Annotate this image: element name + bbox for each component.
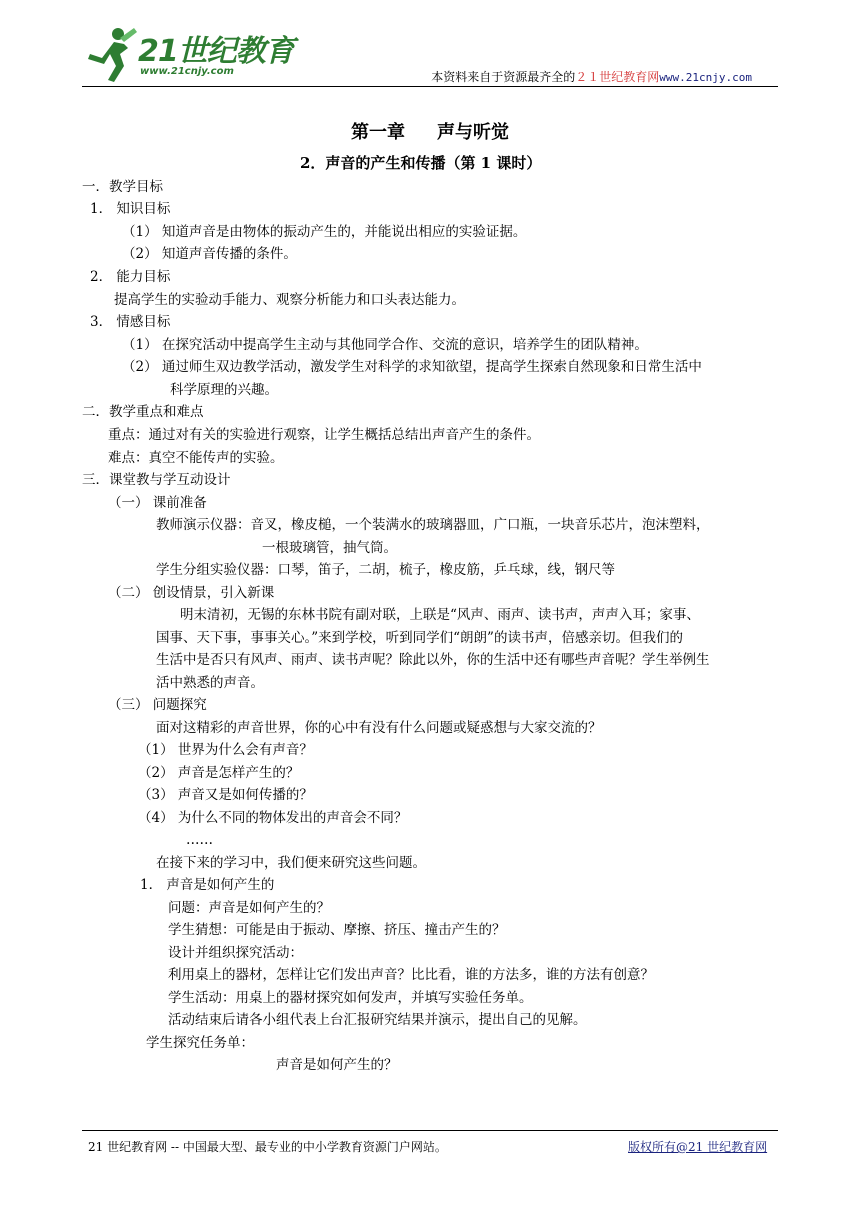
body-line: 学生探究任务单： xyxy=(146,1035,254,1051)
body-line: 在接下来的学习中，我们便来研究这些问题。 xyxy=(156,855,426,871)
body-line: 利用桌上的器材，怎样让它们发出声音？比比看，谁的方法多，谁的方法有创意？ xyxy=(168,967,654,983)
body-line: （三） 问题探究 xyxy=(108,697,207,713)
body-line: 科学原理的兴趣。 xyxy=(170,382,278,398)
body-line: 活动结束后请各小组代表上台汇报研究结果并演示，提出自己的见解。 xyxy=(168,1012,587,1028)
header-note-url[interactable]: www.21cnjy.com xyxy=(659,71,752,84)
body-line: 学生活动：用桌上的器材探究如何发声，并填写实验任务单。 xyxy=(168,990,533,1006)
body-line: （2） 知道声音传播的条件。 xyxy=(122,246,297,262)
body-line: 国事、天下事，事事关心。”来到学校，听到同学们“朗朗”的读书声，倍感亲切。但我们的 xyxy=(156,630,683,646)
body-line: 教师演示仪器：音叉，橡皮槌，一个装满水的玻璃器皿，广口瓶，一块音乐芯片，泡沫塑料， xyxy=(156,517,710,533)
body-line: 问题：声音是如何产生的？ xyxy=(168,900,330,916)
footer-site-note: 21 世纪教育网 -- 中国最大型、最专业的中小学教育资源门户网站。 xyxy=(88,1140,447,1154)
body-line: 1． 知识目标 xyxy=(90,201,171,217)
body-line: 生活中是否只有风声、雨声、读书声呢？除此以外，你的生活中还有哪些声音呢？学生举例生 xyxy=(156,652,710,668)
body-line: 3． 情感目标 xyxy=(90,314,171,330)
runner-logo-icon xyxy=(80,24,140,84)
header-note xyxy=(431,68,752,85)
body-line: 2． 能力目标 xyxy=(90,269,171,285)
body-line: 学生猜想：可能是由于振动、摩擦、挤压、撞击产生的？ xyxy=(168,922,506,938)
body-line: 1． 声音是如何产生的 xyxy=(140,877,275,893)
lesson-title: 2．声音的产生和传播（第 1 课时） xyxy=(300,154,542,172)
header-note-highlight: ２１世纪教育网 xyxy=(575,70,660,84)
body-line: 设计并组织探究活动： xyxy=(168,945,303,961)
body-line: 重点：通过对有关的实验进行观察，让学生概括总结出声音产生的条件。 xyxy=(108,427,540,443)
body-line: （2） 通过师生双边教学活动，激发学生对科学的求知欲望，提高学生探索自然现象和日常生活中 xyxy=(122,359,702,375)
body-line: （2） 声音是怎样产生的？ xyxy=(138,765,300,781)
body-line: 一根玻璃管，抽气筒。 xyxy=(262,540,397,556)
header-note-prefix: 本资料来自于资源最齐全的 xyxy=(431,70,576,84)
body-line: 学生分组实验仪器：口琴，笛子，二胡，梳子，橡皮筋，乒乓球，线，钢尺等 xyxy=(156,562,615,578)
chapter-number: 第一章 xyxy=(351,122,405,143)
body-line: 一．教学目标 xyxy=(82,179,163,195)
body-line: …… xyxy=(186,832,213,848)
body-line: （1） 在探究活动中提高学生主动与其他同学合作、交流的意识，培养学生的团队精神。 xyxy=(122,337,648,353)
body-line: （1） 世界为什么会有声音？ xyxy=(138,742,313,758)
body-line: （二） 创设情景，引入新课 xyxy=(108,585,275,601)
site-logo xyxy=(80,22,294,86)
footer-copyright-link[interactable]: 版权所有@21 世纪教育网 xyxy=(628,1140,768,1154)
body-line: 提高学生的实验动手能力、观察分析能力和口头表达能力。 xyxy=(114,292,465,308)
body-line: （1） 知道声音是由物体的振动产生的，并能说出相应的实验证据。 xyxy=(122,224,527,240)
body-line: 二．教学重点和难点 xyxy=(82,404,204,420)
body-line: （3） 声音又是如何传播的？ xyxy=(138,787,313,803)
body-line: （4） 为什么不同的物体发出的声音会不同？ xyxy=(138,810,408,826)
logo-url: www.21cnjy.com xyxy=(140,66,234,77)
body-line: 难点：真空不能传声的实验。 xyxy=(108,450,284,466)
body-line: （一） 课前准备 xyxy=(108,495,207,511)
chapter-title xyxy=(0,118,860,144)
body-line: 活中熟悉的声音。 xyxy=(156,675,264,691)
body-line: 声音是如何产生的？ xyxy=(276,1057,398,1073)
footer-divider xyxy=(82,1130,778,1131)
body-line: 明末清初，无锡的东林书院有副对联，上联是“风声、雨声、读书声，声声入耳；家事、 xyxy=(180,607,700,623)
header-divider xyxy=(82,86,778,87)
logo-text: 21世纪教育 xyxy=(138,34,294,69)
body-line: 三．课堂教与学互动设计 xyxy=(82,472,231,488)
body-line: 面对这精彩的声音世界，你的心中有没有什么问题或疑惑想与大家交流的？ xyxy=(156,720,602,736)
chapter-name: 声与听觉 xyxy=(437,122,509,143)
